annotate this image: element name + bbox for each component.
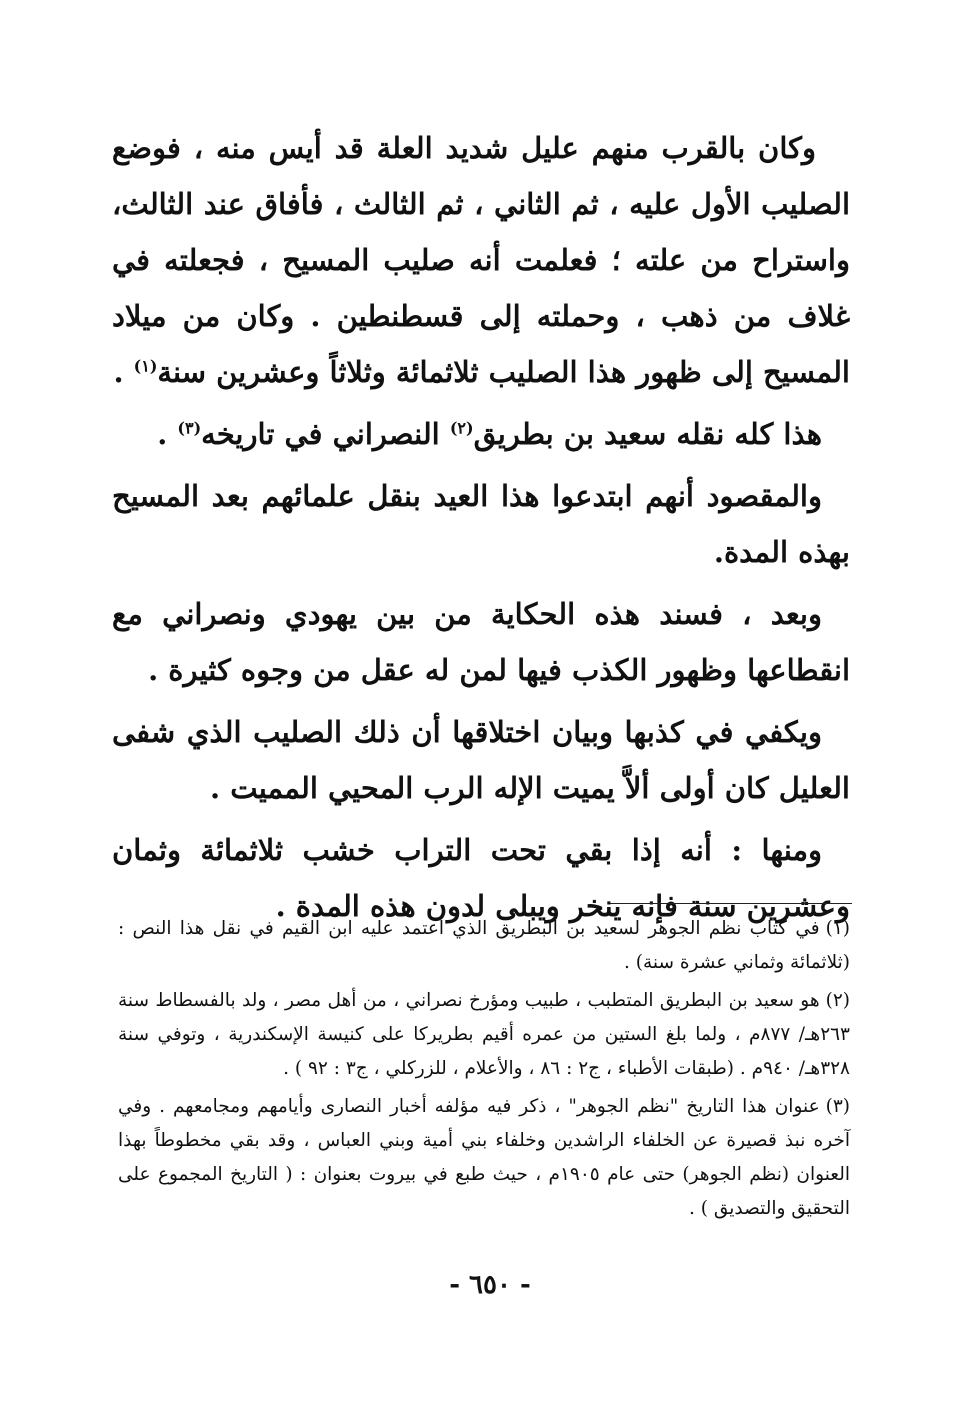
paragraph-2-text-b: النصراني في تاريخه <box>201 417 450 451</box>
footnote-2 <box>118 984 850 1086</box>
footnotes <box>118 912 850 1230</box>
footnote-ref-3: (٣) <box>177 418 202 438</box>
footnote-ref-2: (٢) <box>449 418 474 438</box>
paragraph-5: ويكفي في كذبها وبيان اختلاقها أن ذلك الصليب الذي شفى العليل كان أولى ألاَّ يميت الإله الرب المحيي المميت . <box>112 715 850 805</box>
paragraph-2 <box>112 406 850 462</box>
paragraph-1 <box>112 120 850 400</box>
footnote-3 <box>118 1090 850 1226</box>
footnote-ref-1: (١) <box>133 356 158 376</box>
paragraph-1-end: . <box>113 355 134 389</box>
page-number: - ٦٥٠ - <box>449 1270 531 1300</box>
footnote-divider <box>610 903 852 904</box>
paragraph-4: وبعد ، فسند هذه الحكاية من بين يهودي ونصراني مع انقطاعها وظهور الكذب فيها لمن له عقل من وجوه كثيرة . <box>112 597 850 687</box>
paragraph-2-end: . <box>157 417 178 451</box>
footnote-text: عنوان هذا التاريخ "نظم الجوهر" ، ذكر فيه مؤلفه أخبار النصارى وأيامهم ومجامعهم . وفي آخره نبذ قصيرة عن الخلفاء الراشدين وخلفاء بني أمية وبني العباس ، وقد بقي مخطوطاً بهذا العنوان (نظم الجوهر) حتى عام ١٩٠٥م ، حيث طبع في بيروت بعنوان : ( التاريخ المجموع على التحقيق والتصديق ) . <box>118 1096 850 1219</box>
paragraph-2-text-a: هذا كله نقله سعيد بن بطريق <box>473 417 822 451</box>
footnote-text: هو سعيد بن البطريق المتطبب ، طبيب ومؤرخ نصراني ، من أهل مصر ، ولد بالفسطاط سنة ٢٦٣هـ/ ٨٧٧م ، ولما بلغ الستين من عمره أقيم بطريركا على كنيسة الإسكندرية ، وتوفي سنة ٣٢٨هـ/ ٩٤٠م . (طبقات الأطباء ، ج٢ : ٨٦ ، والأعلام ، للزركلي ، ج٣ : ٩٢ ) . <box>118 990 850 1079</box>
main-text <box>112 120 850 940</box>
footnote-marker: (٢) <box>825 990 850 1011</box>
paragraph-6: ومنها : أنه إذا بقي تحت التراب خشب ثلاثمائة وثمان وعشرين سنة فإنه ينخر ويبلى لدون هذه المدة . <box>112 833 850 923</box>
footnote-marker: (١) <box>825 918 850 939</box>
footnote-marker: (٣) <box>825 1096 850 1117</box>
footnote-text: في كتاب نظم الجوهر لسعيد بن البطريق الذي اعتمد عليه ابن القيم في نقل هذا النص : (ثلاثمائة وثماني عشرة سنة) . <box>118 918 850 973</box>
paragraph-3: والمقصود أنهم ابتدعوا هذا العيد بنقل علمائهم بعد المسيح بهذه المدة. <box>112 479 850 569</box>
paragraph-1-text: وكان بالقرب منهم عليل شديد العلة قد أيس منه ، فوضع الصليب الأول عليه ، ثم الثاني ، ثم الثالث ، فأفاق عند الثالث، واستراح من علته ؛ فعلمت أنه صليب المسيح ، فجعلته في غلاف من ذهب ، وحملته إلى قسطنطين . وكان من ميلاد المسيح إلى ظهور هذا الصليب ثلاثمائة وثلاثاً وعشرين سنة <box>112 131 850 389</box>
footnote-1 <box>118 912 850 980</box>
